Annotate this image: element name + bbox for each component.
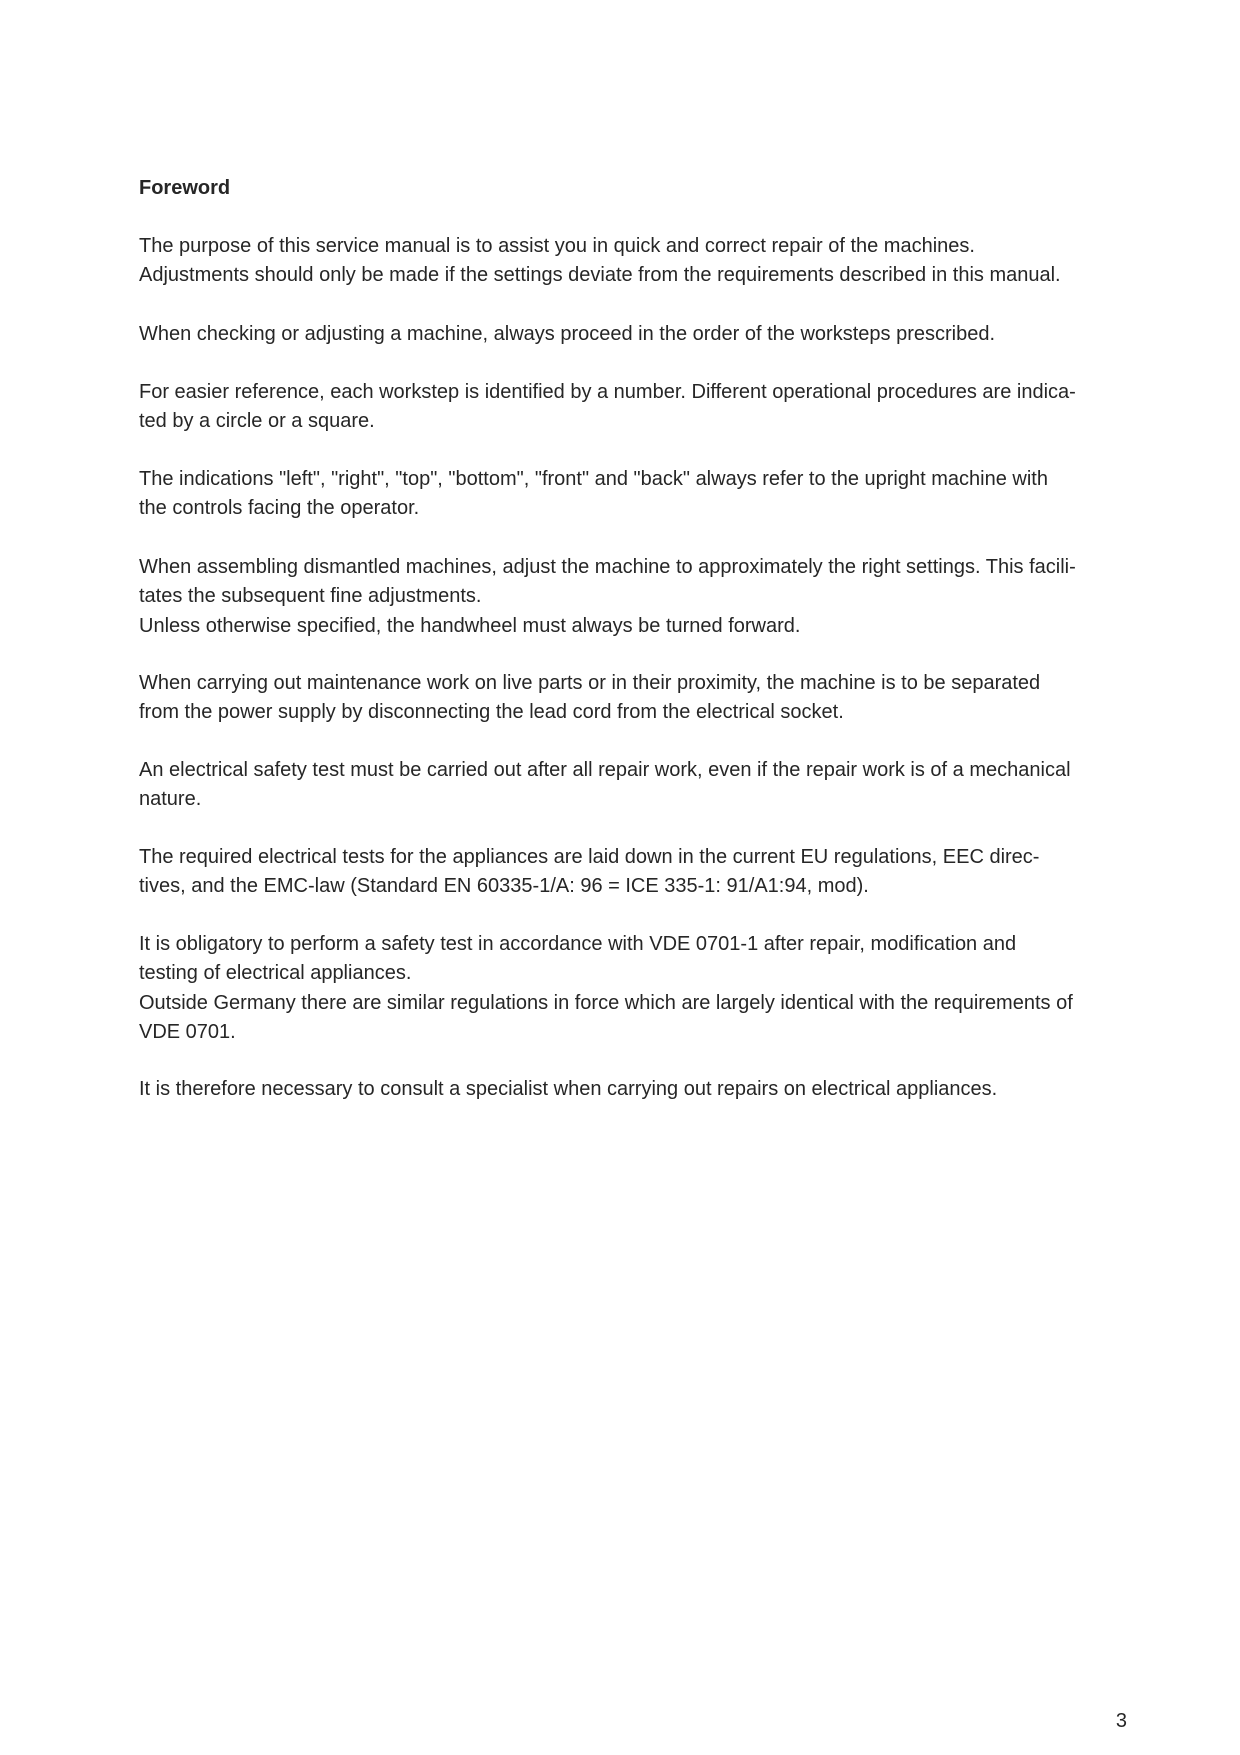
paragraph-purpose [139, 232, 1139, 291]
paragraph-assembling [139, 553, 1139, 641]
paragraph-obligatory-test [139, 930, 1139, 1047]
paragraph-line: When assembling dismantled machines, adjust the machine to approximately the right settings. This facili- [139, 556, 1076, 578]
paragraph-line: It is obligatory to perform a safety test in accordance with VDE 0701-1 after repair, modification and [139, 933, 1017, 955]
paragraph-order-of-worksteps [139, 320, 1139, 349]
paragraph-line: tates the subsequent fine adjustments. [139, 585, 482, 608]
paragraph-line: from the power supply by disconnecting the lead cord from the electrical socket. [139, 701, 844, 724]
paragraph-line: testing of electrical appliances. [139, 962, 412, 985]
paragraph-line: Adjustments should only be made if the settings deviate from the requirements described in this manual. [139, 264, 1061, 287]
paragraph-line: VDE 0701. [139, 1020, 236, 1043]
paragraph-line: tives, and the EMC-law (Standard EN 60335-1/A: 96 = ICE 335-1: 91/A1:94, mod). [139, 875, 869, 898]
paragraph-easier-reference [139, 378, 1139, 437]
paragraph-line: The indications "left", "right", "top", "bottom", "front" and "back" always refer to the upright machine with [139, 468, 1048, 490]
paragraph-consult-specialist [139, 1075, 1139, 1104]
paragraph-line: nature. [139, 788, 202, 811]
paragraph-line: Outside Germany there are similar regulations in force which are largely identical with the requirements of [139, 991, 1073, 1014]
paragraph-line: the controls facing the operator. [139, 497, 420, 520]
paragraph-line: ted by a circle or a square. [139, 410, 375, 433]
paragraph-line: The purpose of this service manual is to assist you in quick and correct repair of the machines. [139, 235, 975, 257]
paragraph-line: An electrical safety test must be carried out after all repair work, even if the repair work is of a mechanical [139, 759, 1071, 781]
paragraph-indications [139, 465, 1139, 524]
paragraph-line: For easier reference, each workstep is identified by a number. Different operational procedures are indica- [139, 381, 1076, 403]
paragraph-safety-test [139, 756, 1139, 815]
paragraph-line: The required electrical tests for the appliances are laid down in the current EU regulations, EEC direc- [139, 846, 1040, 868]
paragraph-line: When checking or adjusting a machine, always proceed in the order of the worksteps prescribed. [139, 323, 996, 345]
paragraph-maintenance [139, 669, 1139, 728]
paragraph-required-tests [139, 843, 1139, 902]
paragraph-line: It is therefore necessary to consult a specialist when carrying out repairs on electrical appliances. [139, 1078, 998, 1100]
paragraph-line: Unless otherwise specified, the handwheel must always be turned forward. [139, 614, 801, 637]
paragraph-line: When carrying out maintenance work on live parts or in their proximity, the machine is to be separated [139, 672, 1041, 694]
foreword-heading: Foreword [139, 177, 231, 199]
page-number: 3 [1115, 1710, 1127, 1732]
